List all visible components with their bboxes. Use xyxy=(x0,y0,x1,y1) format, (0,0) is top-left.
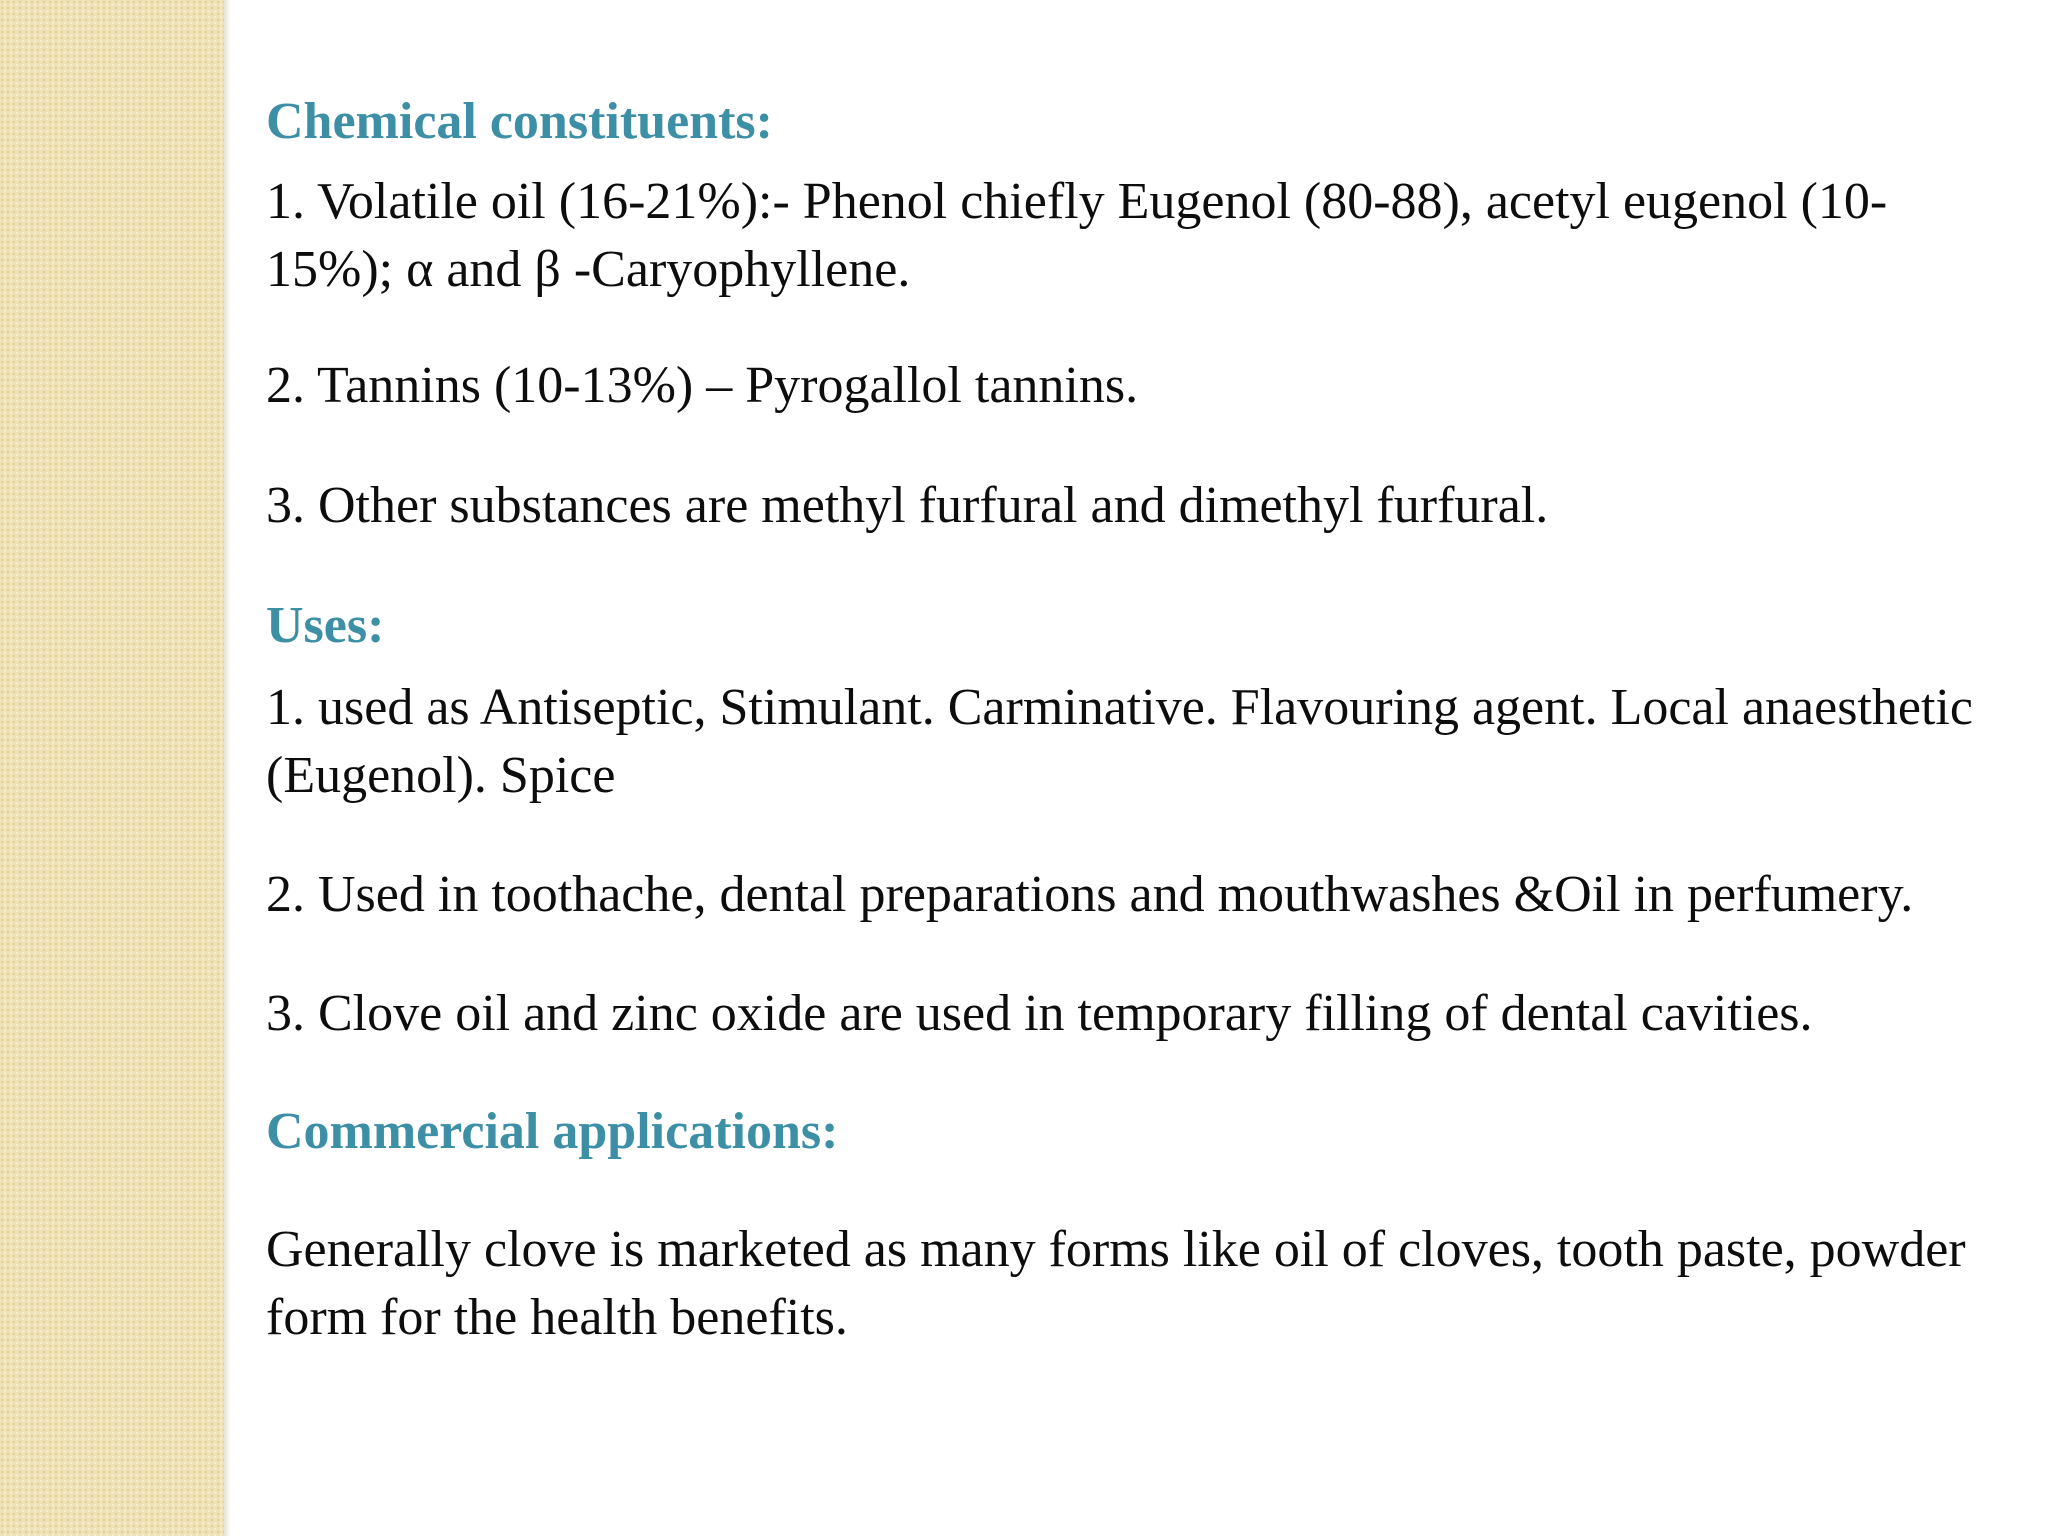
decorative-side-strip xyxy=(0,0,224,1536)
slide-content xyxy=(266,88,1986,1352)
commercial-item-1: Generally clove is marketed as many forms like oil of cloves, tooth paste, powder form for the health benefits. xyxy=(266,1221,1966,1346)
chemical-constituents-heading: Chemical constituents: xyxy=(266,93,773,150)
chemical-item-3: 3. Other substances are methyl furfural and dimethyl furfural. xyxy=(266,477,1549,534)
side-strip-edge xyxy=(224,0,230,1536)
uses-item-3: 3. Clove oil and zinc oxide are used in temporary filling of dental cavities. xyxy=(266,985,1813,1042)
uses-item-2: 2. Used in toothache, dental preparations and mouthwashes &Oil in perfumery. xyxy=(266,866,1914,923)
uses-item-1: 1. used as Antiseptic, Stimulant. Carminative. Flavouring agent. Local anaesthetic (Eugenol). Spice xyxy=(266,679,1973,804)
uses-heading: Uses: xyxy=(266,597,385,654)
chemical-item-2: 2. Tannins (10-13%) – Pyrogallol tannins. xyxy=(266,357,1139,414)
chemical-item-1: 1. Volatile oil (16-21%):- Phenol chiefly Eugenol (80-88), acetyl eugenol (10- 15%); α and β -Caryophyllene. xyxy=(266,173,1888,298)
commercial-applications-heading: Commercial applications: xyxy=(266,1103,839,1160)
